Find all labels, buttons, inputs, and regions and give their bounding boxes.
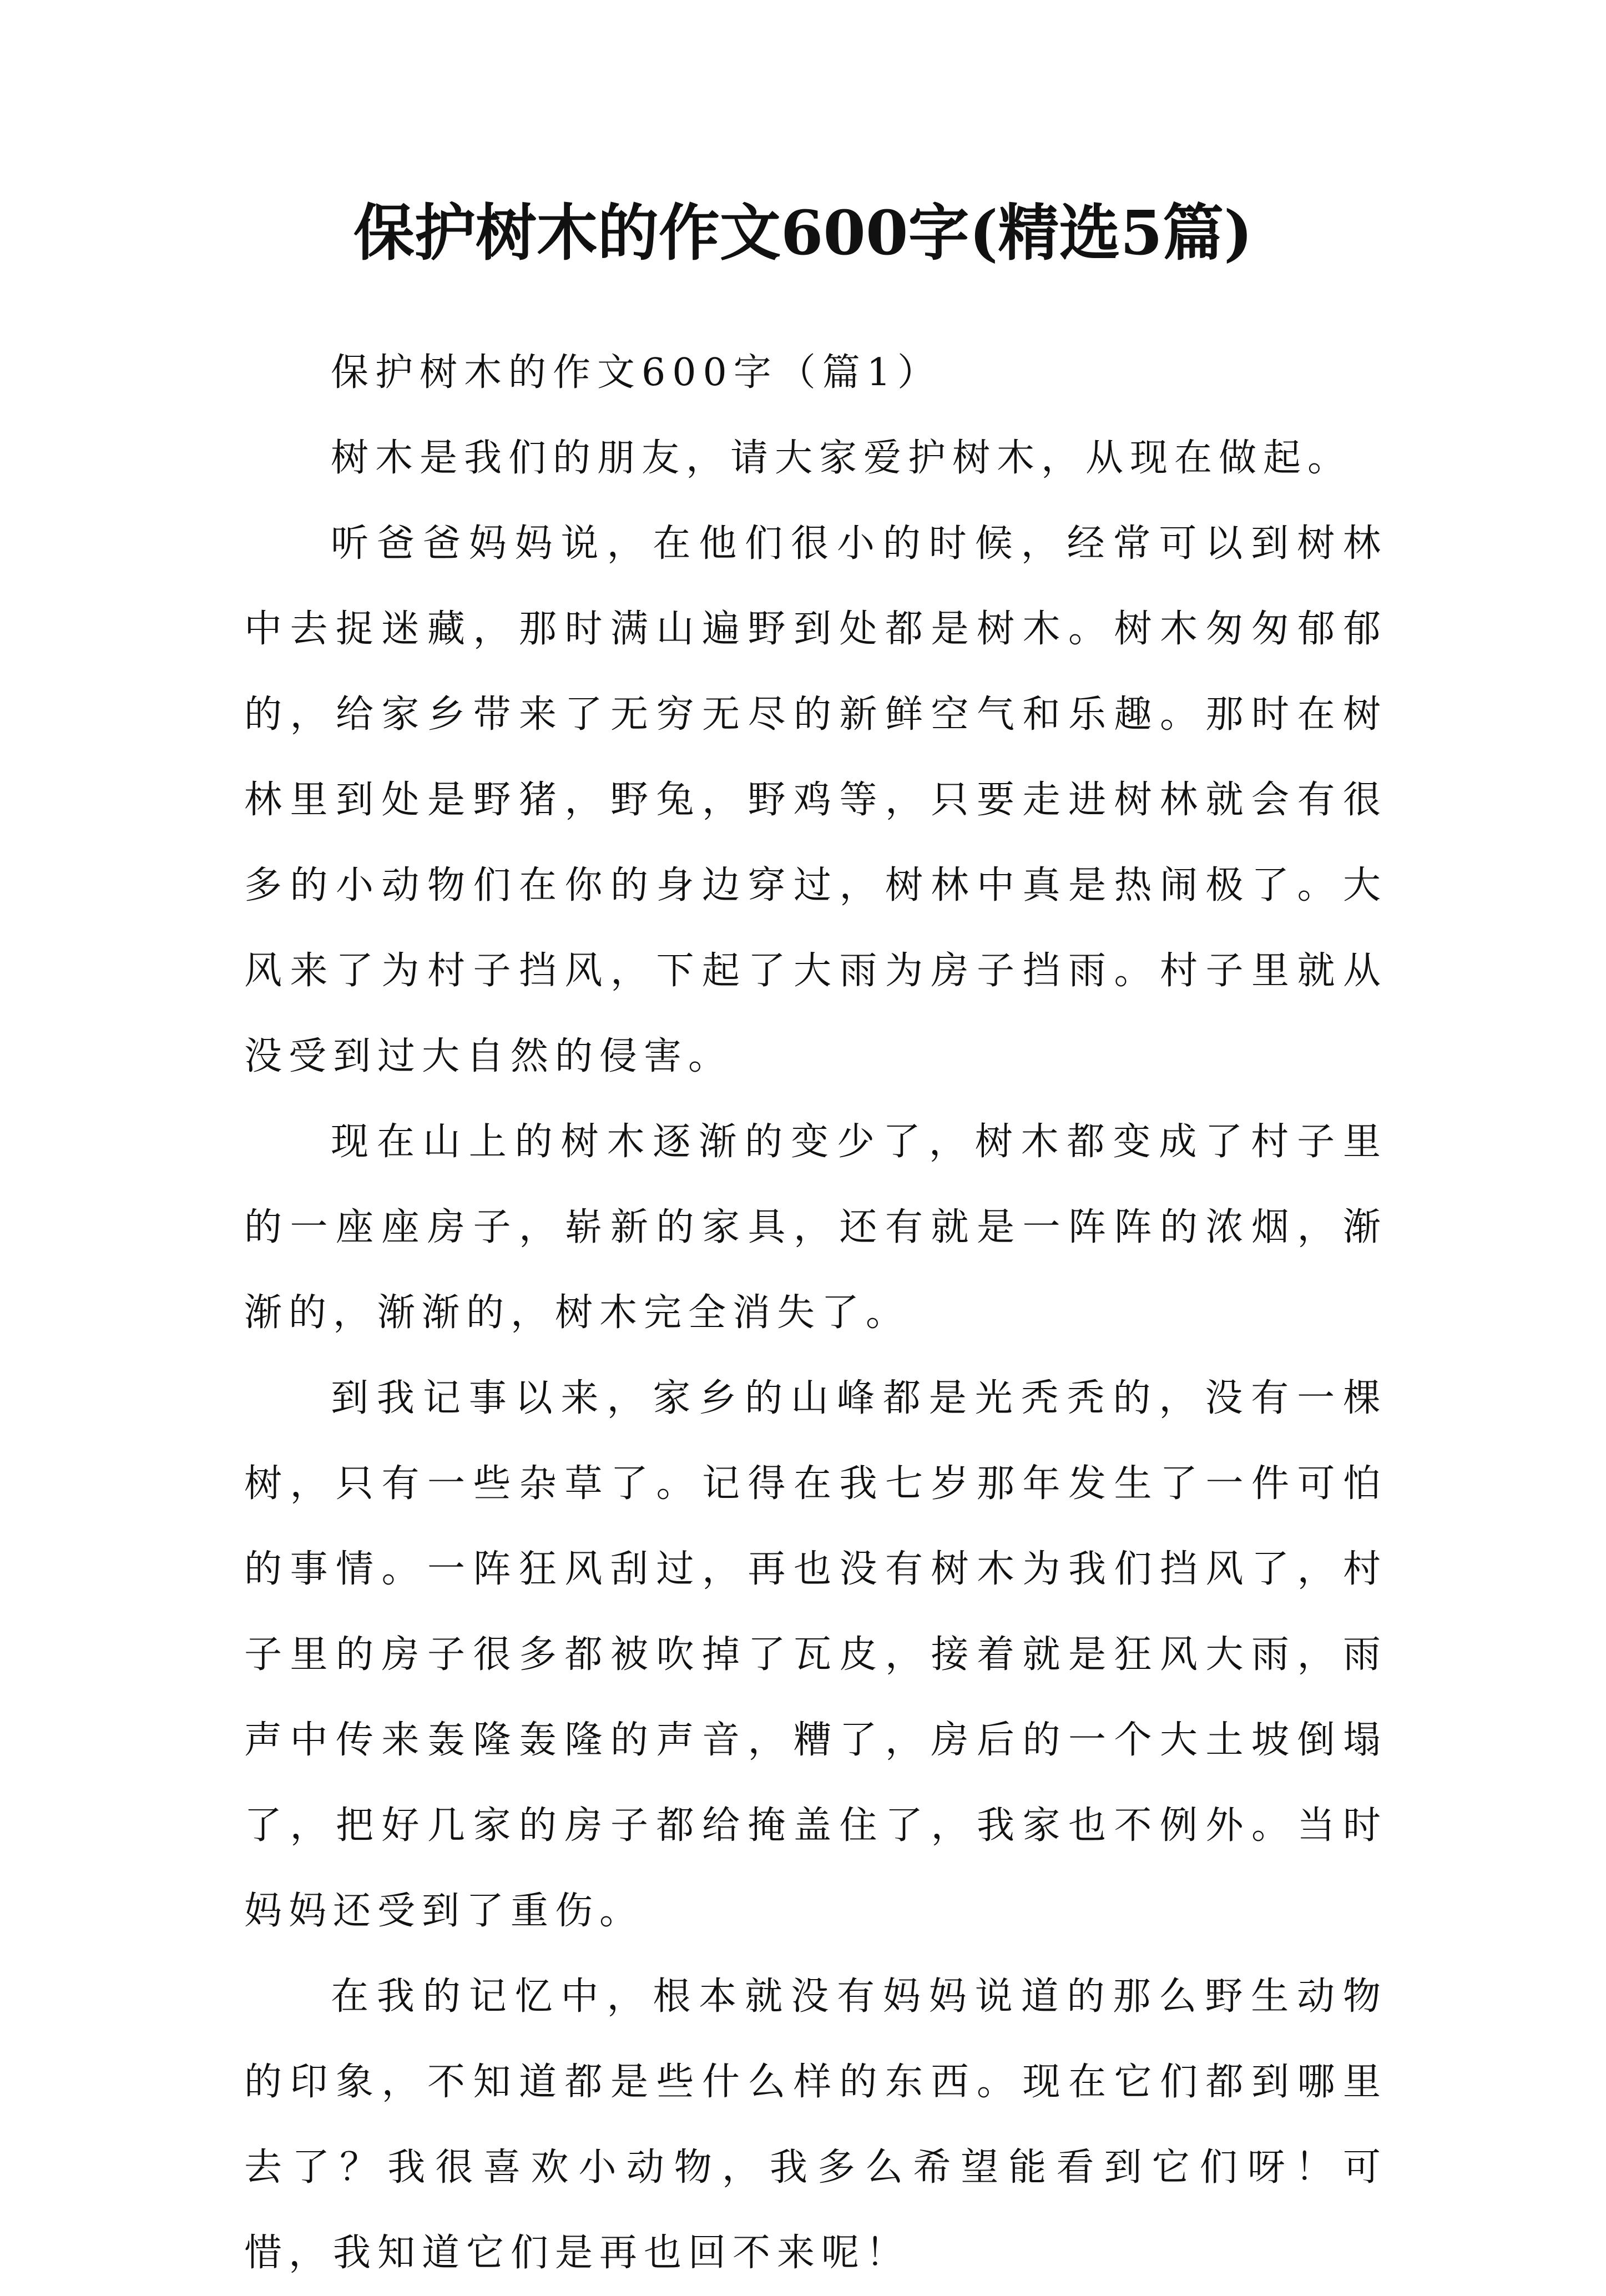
paragraph: 听爸爸妈妈说，在他们很小的时候，经常可以到树林中去捉迷藏，那时满山遍野到处都是树木。树木匆匆郁郁的，给家乡带来了无穷无尽的新鲜空气和乐趣。那时在树林里到处是野猪，野兔，野鸡等，只要走进树林就会有很多的小动物们在你的身边穿过，树林中真是热闹极了。大风来了为村子挡风，下起了大雨为房子挡雨。村子里就从没受到过大自然的侵害。	[244, 522, 1387, 1078]
section-heading: 保护树木的作文600字（篇1）	[331, 351, 942, 395]
paragraph: 树木是我们的朋友，请大家爱护树木，从现在做起。	[331, 436, 1352, 480]
paragraph: 现在山上的树木逐渐的变少了，树木都变成了村子里的一座座房子，崭新的家具，还有就是一阵阵的浓烟，渐渐的，渐渐的，树木完全消失了。	[244, 1120, 1387, 1335]
essay-body	[244, 330, 1387, 2296]
document-title: 保护树木的作文600字(精选5篇)	[353, 197, 1253, 269]
paragraph: 到我记事以来，家乡的山峰都是光秃秃的，没有一棵树，只有一些杂草了。记得在我七岁那年发生了一件可怕的事情。一阵狂风刮过，再也没有树木为我们挡风了，村子里的房子很多都被吹掉了瓦皮，接着就是狂风大雨，雨声中传来轰隆轰隆的声音，糟了，房后的一个大土坡倒塌了，把好几家的房子都给掩盖住了，我家也不例外。当时妈妈还受到了重伤。	[244, 1376, 1387, 1933]
paragraph: 在我的记忆中，根本就没有妈妈说道的那么野生动物的印象，不知道都是些什么样的东西。现在它们都到哪里去了？我很喜欢小动物，我多么希望能看到它们呀！可惜，我知道它们是再也回不来呢！	[244, 1975, 1387, 2275]
